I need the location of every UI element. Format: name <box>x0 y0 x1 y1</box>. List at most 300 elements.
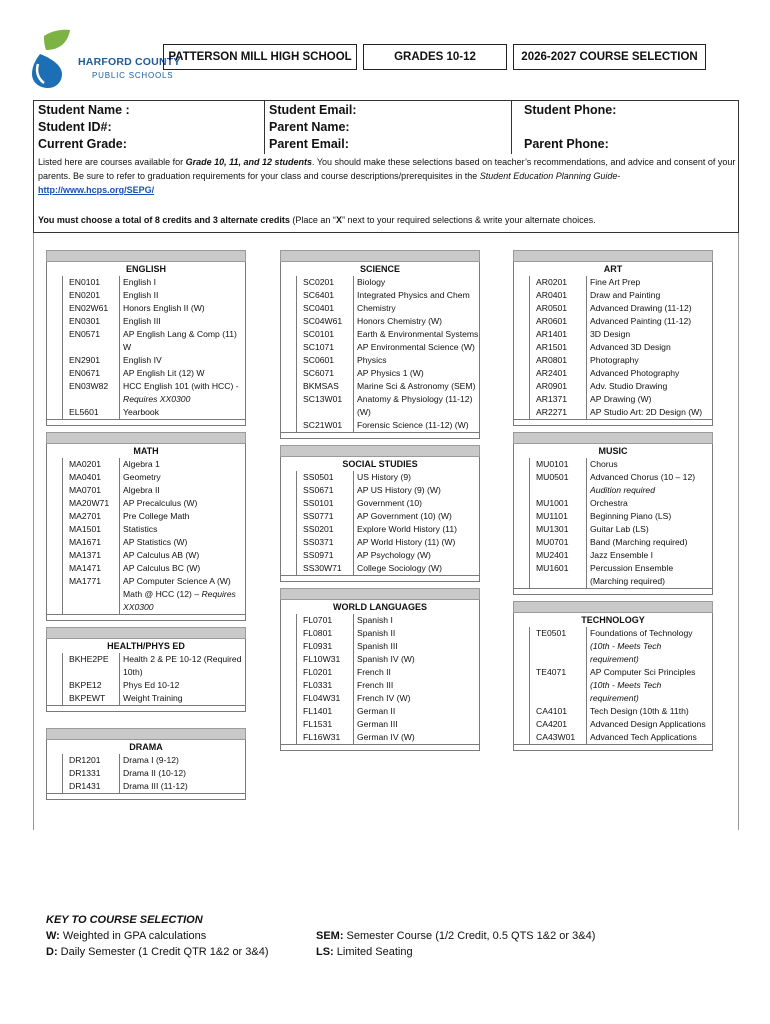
course-name: Percussion Ensemble (Marching required) <box>586 562 712 588</box>
course-code: AR1401 <box>536 329 568 339</box>
course-row[interactable] <box>514 458 712 471</box>
section-divider <box>46 627 246 639</box>
course-name: Spanish I <box>353 614 479 627</box>
course-code: FL0701 <box>303 615 333 625</box>
course-row[interactable] <box>281 627 479 640</box>
section-technology <box>513 613 713 751</box>
district-logo <box>30 28 181 90</box>
course-name: AP Psychology (W) <box>353 549 479 562</box>
course-name: Honors Chemistry (W) <box>353 315 479 328</box>
course-row[interactable] <box>281 614 479 627</box>
course-code: MU0101 <box>536 459 569 469</box>
course-row[interactable] <box>281 653 479 666</box>
course-name: Forensic Science (11-12) (W) <box>353 419 479 432</box>
column-left <box>46 250 246 800</box>
course-name: Yearbook <box>119 406 245 419</box>
course-code: SS30W71 <box>303 563 342 573</box>
course-row[interactable] <box>281 497 479 510</box>
section-divider <box>280 588 480 600</box>
course-name: Honors English II (W) <box>119 302 245 315</box>
column-middle <box>280 250 480 751</box>
course-name: Health 2 & PE 10-12 (Required 10th) <box>119 653 245 679</box>
course-row[interactable] <box>281 328 479 341</box>
selection-box[interactable] <box>47 458 63 471</box>
course-row[interactable] <box>47 471 245 484</box>
selection-box[interactable] <box>47 328 63 354</box>
selection-box[interactable] <box>281 484 297 497</box>
course-row[interactable] <box>47 767 245 780</box>
section-music <box>513 444 713 595</box>
selection-box[interactable] <box>514 341 530 354</box>
course-row[interactable] <box>281 315 479 328</box>
course-row[interactable] <box>514 705 712 718</box>
selection-box[interactable] <box>281 666 297 679</box>
info-divider <box>264 100 265 154</box>
course-row[interactable] <box>47 354 245 367</box>
section-drama <box>46 740 246 800</box>
course-name: English IV <box>119 354 245 367</box>
selection-box[interactable] <box>47 679 63 692</box>
course-row[interactable] <box>514 536 712 549</box>
selection-box[interactable] <box>47 302 63 315</box>
course-code: AR0901 <box>536 381 568 391</box>
course-row[interactable] <box>514 354 712 367</box>
selection-box[interactable] <box>281 510 297 523</box>
selection-box[interactable] <box>514 289 530 302</box>
selection-box[interactable] <box>47 653 63 679</box>
course-row[interactable] <box>514 523 712 536</box>
course-row[interactable] <box>281 536 479 549</box>
course-row[interactable] <box>47 653 245 679</box>
key-weighted: W: Weighted in GPA calculations <box>46 930 207 942</box>
course-code: CA4101 <box>536 706 568 716</box>
section-social-studies <box>280 457 480 582</box>
selection-box[interactable] <box>47 484 63 497</box>
selection-box[interactable] <box>281 497 297 510</box>
course-name: Spanish IV (W) <box>353 653 479 666</box>
section-footer <box>514 419 712 425</box>
course-code: SC6071 <box>303 368 335 378</box>
course-name: Statistics <box>119 523 245 536</box>
course-code: EN0201 <box>69 290 101 300</box>
selection-box[interactable] <box>281 302 297 315</box>
course-row[interactable] <box>47 575 245 614</box>
selection-box[interactable] <box>514 536 530 549</box>
current-grade-field[interactable]: Current Grade: <box>38 137 127 151</box>
course-row[interactable] <box>281 562 479 575</box>
course-row[interactable] <box>281 380 479 393</box>
selection-box[interactable] <box>47 754 63 767</box>
course-name: Pre College Math <box>119 510 245 523</box>
course-row[interactable] <box>47 523 245 536</box>
course-row[interactable] <box>514 666 712 705</box>
section-title: SCIENCE <box>359 264 400 274</box>
course-name: Drama II (10-12) <box>119 767 245 780</box>
school-name: PATTERSON MILL HIGH SCHOOL <box>163 44 357 70</box>
course-row[interactable] <box>281 367 479 380</box>
parent-email-field[interactable]: Parent Email: <box>269 137 349 151</box>
course-row[interactable] <box>281 679 479 692</box>
course-row[interactable] <box>514 315 712 328</box>
section-divider <box>513 250 713 262</box>
selection-box[interactable] <box>47 406 63 419</box>
section-world-languages <box>280 600 480 751</box>
logo-text-schools: PUBLIC SCHOOLS <box>92 71 174 80</box>
course-row[interactable] <box>514 341 712 354</box>
course-row[interactable] <box>281 341 479 354</box>
section-title: DRAMA <box>129 742 163 752</box>
course-row[interactable] <box>514 367 712 380</box>
selection-box[interactable] <box>47 780 63 793</box>
selection-box[interactable] <box>514 393 530 406</box>
selection-box[interactable] <box>281 692 297 705</box>
selection-box[interactable] <box>514 666 530 705</box>
selection-box[interactable] <box>514 354 530 367</box>
selection-box[interactable] <box>514 718 530 731</box>
course-name: AP Calculus AB (W) <box>119 549 245 562</box>
course-name: Photography <box>586 354 712 367</box>
course-row[interactable] <box>47 328 245 354</box>
course-row[interactable] <box>47 315 245 328</box>
selection-box[interactable] <box>514 510 530 523</box>
course-row[interactable] <box>47 484 245 497</box>
selection-box[interactable] <box>281 341 297 354</box>
course-row[interactable] <box>47 754 245 767</box>
section-science <box>280 262 480 439</box>
selection-box[interactable] <box>514 549 530 562</box>
logo-text-county: HARFORD COUNTY <box>78 56 181 68</box>
course-row[interactable] <box>281 510 479 523</box>
course-name: Chorus <box>586 458 712 471</box>
course-code: SC04W61 <box>303 316 343 326</box>
selection-box[interactable] <box>47 562 63 575</box>
course-name: HCC English 101 (with HCC) - Requires XX0300 <box>119 380 245 406</box>
selection-box[interactable] <box>281 523 297 536</box>
selection-box[interactable] <box>281 549 297 562</box>
selection-box[interactable] <box>47 380 63 406</box>
course-code: DR1331 <box>69 768 101 778</box>
course-row[interactable] <box>514 328 712 341</box>
selection-box[interactable] <box>514 523 530 536</box>
course-code: EN03W82 <box>69 381 109 391</box>
course-note: Requires XX0300 <box>123 589 236 612</box>
course-name: AP Calculus BC (W) <box>119 562 245 575</box>
section-footer <box>47 614 245 620</box>
selection-box[interactable] <box>281 328 297 341</box>
section-divider <box>280 445 480 457</box>
selection-box[interactable] <box>514 731 530 744</box>
course-row[interactable] <box>47 367 245 380</box>
course-row[interactable] <box>281 484 479 497</box>
course-row[interactable] <box>514 497 712 510</box>
leaf-drop-icon <box>30 28 80 90</box>
course-name: Physics <box>353 354 479 367</box>
selection-box[interactable] <box>47 549 63 562</box>
selection-box[interactable] <box>281 562 297 575</box>
course-name: Phys Ed 10-12 <box>119 679 245 692</box>
course-name: Fine Art Prep <box>586 276 712 289</box>
selection-box[interactable] <box>514 406 530 419</box>
selection-box[interactable] <box>281 705 297 718</box>
section-divider <box>513 432 713 444</box>
course-code: SS0501 <box>303 472 334 482</box>
course-name: Drama III (11-12) <box>119 780 245 793</box>
course-row[interactable] <box>514 510 712 523</box>
selection-box[interactable] <box>514 367 530 380</box>
course-code: MA1671 <box>69 537 102 547</box>
selection-box[interactable] <box>514 380 530 393</box>
course-row[interactable] <box>47 458 245 471</box>
course-row[interactable] <box>281 419 479 432</box>
course-name: German II <box>353 705 479 718</box>
selection-box[interactable] <box>47 692 63 705</box>
course-name: AP English Lit (12) W <box>119 367 245 380</box>
course-row[interactable] <box>514 718 712 731</box>
course-code: AR0201 <box>536 277 568 287</box>
course-name: AP English Lang & Comp (11) W <box>119 328 245 354</box>
selection-box[interactable] <box>47 471 63 484</box>
course-row[interactable] <box>47 679 245 692</box>
course-row[interactable] <box>47 536 245 549</box>
course-code: MA20W71 <box>69 498 110 508</box>
course-code: SC13W01 <box>303 394 343 404</box>
selection-box[interactable] <box>47 276 63 289</box>
section-title: ART <box>603 264 623 274</box>
course-row[interactable] <box>514 406 712 419</box>
selection-box[interactable] <box>47 367 63 380</box>
course-name: Foundations of Technology (10th - Meets Tech requirement) <box>586 627 712 666</box>
section-title: MUSIC <box>598 446 628 456</box>
course-code: AR1501 <box>536 342 568 352</box>
selection-box[interactable] <box>281 354 297 367</box>
selection-box[interactable] <box>281 471 297 484</box>
course-code: FL1401 <box>303 706 333 716</box>
course-code: FL0801 <box>303 628 333 638</box>
course-name: Weight Training <box>119 692 245 705</box>
course-row[interactable] <box>281 549 479 562</box>
course-code: SC0201 <box>303 277 335 287</box>
course-note: (10th - Meets Tech requirement) <box>590 680 662 703</box>
selection-box[interactable] <box>281 380 297 393</box>
section-math <box>46 444 246 621</box>
course-code: MA1501 <box>69 524 102 534</box>
course-row[interactable] <box>514 380 712 393</box>
parent-name-field[interactable]: Parent Name: <box>269 120 350 134</box>
course-name: AP Computer Science A (W) Math @ HCC (12) – Requires XX0300 <box>119 575 245 614</box>
course-code: MA1771 <box>69 576 102 586</box>
selection-box[interactable] <box>281 718 297 731</box>
course-name: Band (Marching required) <box>586 536 712 549</box>
selection-box[interactable] <box>281 276 297 289</box>
course-name: Orchestra <box>586 497 712 510</box>
course-code: EN0101 <box>69 277 101 287</box>
course-row[interactable] <box>514 731 712 744</box>
selection-box[interactable] <box>514 276 530 289</box>
course-code: BKPEWT <box>69 693 106 703</box>
selection-box[interactable] <box>47 767 63 780</box>
section-footer <box>281 744 479 750</box>
section-title: ENGLISH <box>125 264 166 274</box>
course-code: AR1371 <box>536 394 568 404</box>
course-code: MU1001 <box>536 498 569 508</box>
section-title: TECHNOLOGY <box>581 615 645 625</box>
selection-box[interactable] <box>281 393 297 419</box>
course-name: French IV (W) <box>353 692 479 705</box>
course-code: AR2271 <box>536 407 568 417</box>
course-row[interactable] <box>281 705 479 718</box>
course-code: SS0201 <box>303 524 334 534</box>
course-row[interactable] <box>281 471 479 484</box>
selection-box[interactable] <box>514 497 530 510</box>
parent-phone-field[interactable]: Parent Phone: <box>524 137 609 151</box>
course-code: TE4071 <box>536 667 567 677</box>
course-row[interactable] <box>47 276 245 289</box>
section-art <box>513 262 713 426</box>
selection-box[interactable] <box>281 367 297 380</box>
course-row[interactable] <box>47 510 245 523</box>
section-footer <box>47 419 245 425</box>
course-name: Advanced Painting (11-12) <box>586 315 712 328</box>
course-row[interactable] <box>514 562 712 588</box>
section-health-pe <box>46 639 246 712</box>
selection-box[interactable] <box>514 562 530 588</box>
course-code: SS0101 <box>303 498 334 508</box>
course-code: FL10W31 <box>303 654 341 664</box>
course-name: French III <box>353 679 479 692</box>
instructions-paragraph: Listed here are courses available for Grade 10, 11, and 12 students. You should make these selections based on teacher’s recommendations, and advice and consent of your parents. Be sure to refer to graduation requirements for your class and course descriptions/prerequisites in the Student Education Planning Guide- http://www.hcps.org/SEPG/ <box>38 157 736 195</box>
selection-box[interactable] <box>47 510 63 523</box>
course-row[interactable] <box>47 497 245 510</box>
course-code: SC1071 <box>303 342 335 352</box>
key-section <box>46 912 269 960</box>
course-code: SC21W01 <box>303 420 343 430</box>
course-row[interactable] <box>281 289 479 302</box>
course-name: French II <box>353 666 479 679</box>
selection-box[interactable] <box>47 536 63 549</box>
course-row[interactable] <box>47 302 245 315</box>
course-note: Audition required <box>590 485 655 495</box>
selection-box[interactable] <box>281 614 297 627</box>
selection-box[interactable] <box>47 523 63 536</box>
selection-box[interactable] <box>281 653 297 666</box>
course-row[interactable] <box>281 731 479 744</box>
section-title: HEALTH/PHYS ED <box>107 641 185 651</box>
key-semester: SEM: Semester Course (1/2 Credit, 0.5 QTS 1&2 or 3&4) <box>316 930 596 942</box>
selection-box[interactable] <box>47 575 63 614</box>
course-row[interactable] <box>281 276 479 289</box>
student-id-field[interactable]: Student ID#: <box>38 120 112 134</box>
course-row[interactable] <box>514 276 712 289</box>
selection-box[interactable] <box>514 627 530 666</box>
course-row[interactable] <box>47 692 245 705</box>
course-code: EN0671 <box>69 368 101 378</box>
course-row[interactable] <box>281 354 479 367</box>
course-row[interactable] <box>47 289 245 302</box>
selection-box[interactable] <box>281 419 297 432</box>
selection-box[interactable] <box>514 471 530 497</box>
sepg-link[interactable]: http://www.hcps.org/SEPG/ <box>38 185 155 195</box>
selection-box[interactable] <box>514 328 530 341</box>
course-code: FL0201 <box>303 667 333 677</box>
course-row[interactable] <box>514 549 712 562</box>
course-row[interactable] <box>281 718 479 731</box>
course-row[interactable] <box>281 523 479 536</box>
course-name: Adv. Studio Drawing <box>586 380 712 393</box>
course-row[interactable] <box>514 289 712 302</box>
course-code: SC6401 <box>303 290 335 300</box>
course-row[interactable] <box>281 302 479 315</box>
course-name: Earth & Environmental Systems <box>353 328 479 341</box>
course-code: MU1301 <box>536 524 569 534</box>
course-note: Requires XX0300 <box>123 394 191 404</box>
selection-box[interactable] <box>281 627 297 640</box>
course-name: English III <box>119 315 245 328</box>
selection-box[interactable] <box>281 536 297 549</box>
section-footer <box>281 575 479 581</box>
course-name: Anatomy & Physiology (11-12) (W) <box>353 393 479 419</box>
course-row[interactable] <box>281 393 479 419</box>
course-code: MA0201 <box>69 459 102 469</box>
course-code: BKMSAS <box>303 381 339 391</box>
selection-box[interactable] <box>514 705 530 718</box>
student-email-field[interactable]: Student Email: <box>269 103 357 117</box>
selection-box[interactable] <box>47 497 63 510</box>
course-code: CA4201 <box>536 719 568 729</box>
course-row[interactable] <box>47 380 245 406</box>
course-name: AP Statistics (W) <box>119 536 245 549</box>
course-name: AP Physics 1 (W) <box>353 367 479 380</box>
course-name: AP US History (9) (W) <box>353 484 479 497</box>
selection-box[interactable] <box>514 315 530 328</box>
course-row[interactable] <box>281 640 479 653</box>
selection-box[interactable] <box>47 315 63 328</box>
selection-box[interactable] <box>514 302 530 315</box>
selection-box[interactable] <box>47 289 63 302</box>
course-code: EN0571 <box>69 329 101 339</box>
selection-box[interactable] <box>47 354 63 367</box>
course-code: SC0401 <box>303 303 335 313</box>
course-code: DR1431 <box>69 781 101 791</box>
course-row[interactable] <box>514 471 712 497</box>
course-code: MU0701 <box>536 537 569 547</box>
student-name-field[interactable]: Student Name : <box>38 103 130 117</box>
selection-box[interactable] <box>281 315 297 328</box>
selection-box[interactable] <box>281 731 297 744</box>
course-row[interactable] <box>47 549 245 562</box>
course-name: German III <box>353 718 479 731</box>
course-row[interactable] <box>514 627 712 666</box>
selection-box[interactable] <box>281 289 297 302</box>
course-row[interactable] <box>47 780 245 793</box>
selection-box[interactable] <box>514 458 530 471</box>
course-row[interactable] <box>281 666 479 679</box>
course-row[interactable] <box>47 562 245 575</box>
course-row[interactable] <box>47 406 245 419</box>
course-name: Government (10) <box>353 497 479 510</box>
selection-box[interactable] <box>281 640 297 653</box>
selection-box[interactable] <box>281 679 297 692</box>
course-code: FL0931 <box>303 641 333 651</box>
course-name: Advanced Tech Applications <box>586 731 712 744</box>
section-divider <box>46 250 246 262</box>
course-code: SS0771 <box>303 511 334 521</box>
student-phone-field[interactable]: Student Phone: <box>524 103 617 117</box>
course-code: MA0401 <box>69 472 102 482</box>
course-row[interactable] <box>514 393 712 406</box>
course-row[interactable] <box>281 692 479 705</box>
course-code: DR1201 <box>69 755 101 765</box>
course-row[interactable] <box>514 302 712 315</box>
